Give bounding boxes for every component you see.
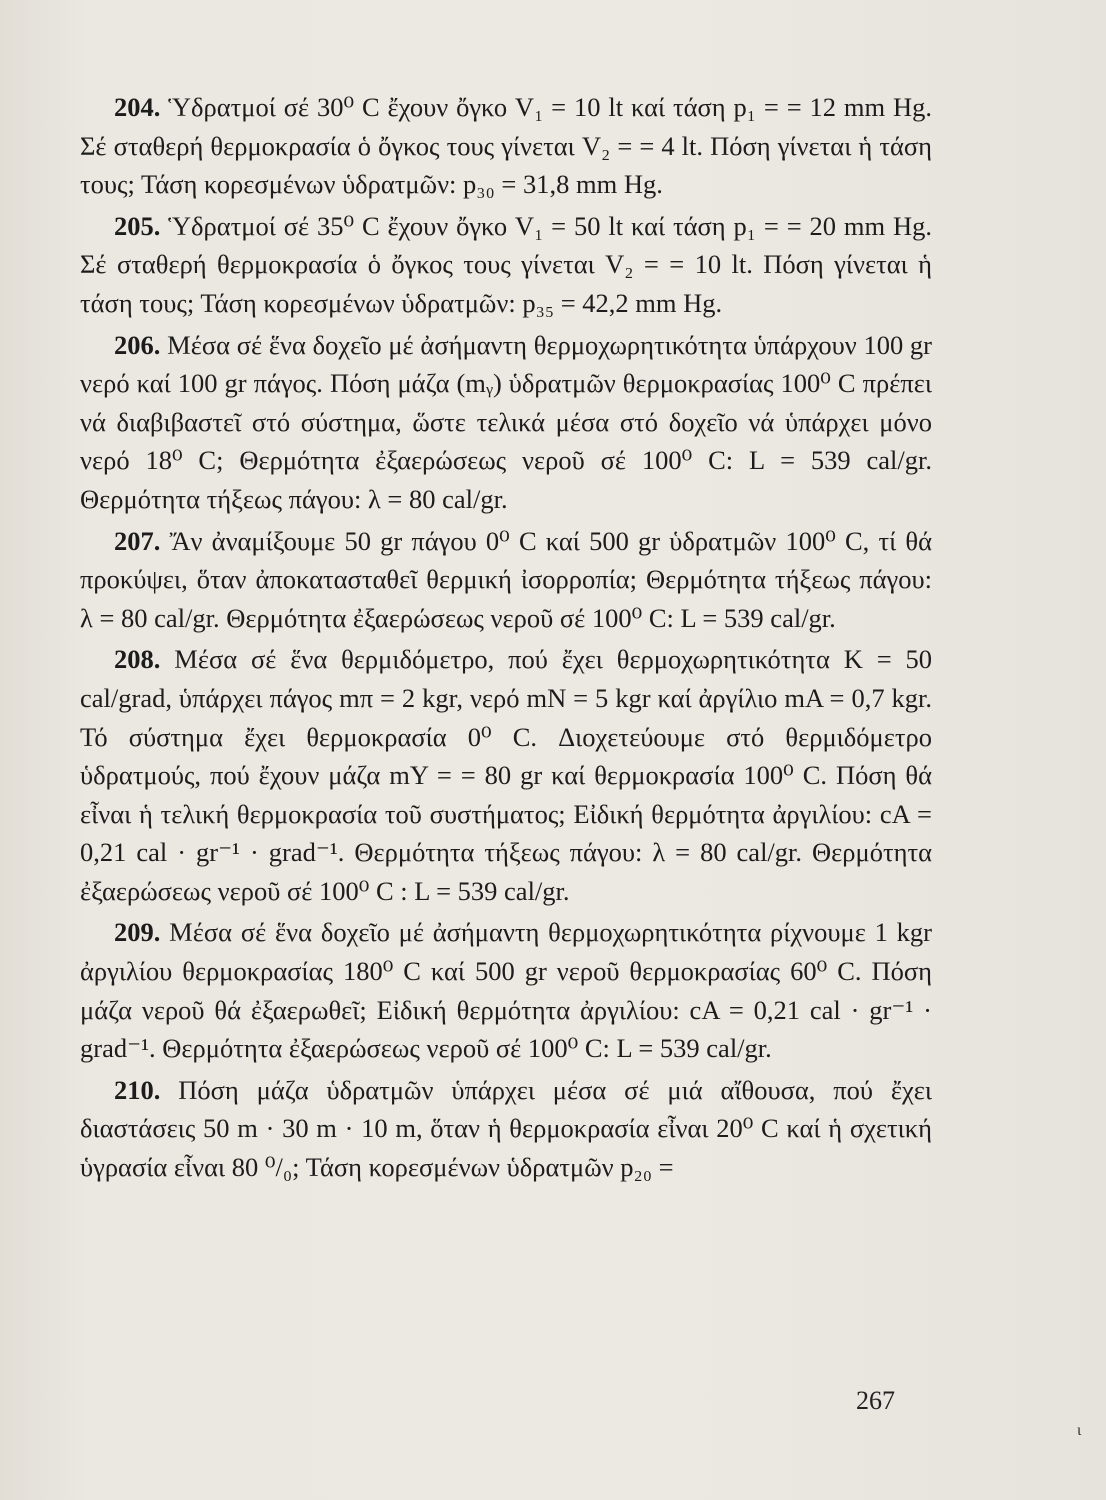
- problem-number: 208.: [114, 644, 161, 675]
- problem-text: Ὑδρατμοί σέ 30⁰ C ἔχουν ὄγκο V₁ = 10 lt καί τάση p₁ = = 12 mm Hg. Σέ σταθερή θερμοκρασία ὁ ὄγκος τους γίνεται V₂ = = 4 lt. Πόση γίνεται ἡ τάση τους; Τάση κορεσμένων ὑδρατμῶν: p₃₀ = 31,8 mm Hg.: [80, 92, 932, 200]
- problem-206: [80, 326, 932, 519]
- problem-207: [80, 522, 932, 638]
- problem-number: 205.: [114, 210, 161, 241]
- problem-number: 209.: [114, 917, 161, 948]
- problem-text: Πόση μάζα ὑδρατμῶν ὑπάρχει μέσα σέ μιά αἴθουσα, πού ἔχει διαστάσεις 50 m · 30 m · 10 m, ὅταν ἡ θερμοκρασία εἶναι 20⁰ C καί ἡ σχετική ὑγρασία εἶναι 80 ⁰/₀; Τάση κορεσμένων ὑδρατμῶν p₂₀ =: [80, 1074, 932, 1183]
- problem-204: [80, 88, 932, 204]
- problem-text: Μέσα σέ ἕνα θερμιδόμετρο, πού ἔχει θερμοχωρητικότητα K = 50 cal/grad, ὑπάρχει πάγος mπ = 2 kgr, νερό mN = 5 kgr καί ἀργίλιο mA = 0,7 kgr. Τό σύστημα ἔχει θερμοκρασία 0⁰ C. Διοχετεύουμε στό θερμιδόμετρο ὑδρατμούς, πού ἔχουν μάζα mY = = 80 gr καί θερμοκρασία 100⁰ C. Πόση θά εἶναι ἡ τελική θερμοκρασία τοῦ συστήματος; Εἰδική θερμότητα ἀργιλίου: cA = 0,21 cal · gr⁻¹ · grad⁻¹. Θερμότητα τήξεως πάγου: λ = 80 cal/gr. Θερμότητα ἐξαερώσεως νεροῦ σέ 100⁰ C : L = 539 cal/gr.: [80, 644, 933, 906]
- problem-number: 204.: [114, 92, 161, 122]
- problem-text: Μέσα σέ ἕνα δοχεῖο μέ ἀσήμαντη θερμοχωρητικότητα ὑπάρχουν 100 gr νερό καί 100 gr πάγος. Πόση μάζα (mᵧ) ὑδρατμῶν θερμοκρασίας 100⁰ C πρέπει νά διαβιβαστεῖ στό σύστημα, ὥστε τελικά μέσα στό δοχεῖο νά ὑπάρχει μόνο νερό 18⁰ C; Θερμότητα ἐξαερώσεως νεροῦ σέ 100⁰ C: L = 539 cal/gr. Θερμότητα τήξεως πάγου: λ = 80 cal/gr.: [80, 329, 933, 514]
- problem-text: Ἄν ἀναμίξουμε 50 gr πάγου 0⁰ C καί 500 gr ὑδρατμῶν 100⁰ C, τί θά προκύψει, ὅταν ἀποκατασταθεῖ θερμική ἰσορροπία; Θερμότητα τήξεως πάγου: λ = 80 cal/gr. Θερμότητα ἐξαερώσεως νεροῦ σέ 100⁰ C: L = 539 cal/gr.: [80, 525, 933, 633]
- problem-text: Μέσα σέ ἕνα δοχεῖο μέ ἀσήμαντη θερμοχωρητικότητα ρίχνουμε 1 kgr ἀργιλίου θερμοκρασίας 180⁰ C καί 500 gr νεροῦ θερμοκρασίας 60⁰ C. Πόση μάζα νεροῦ θά ἐξαερωθεῖ; Εἰδική θερμότητα ἀργιλίου: cA = 0,21 cal · gr⁻¹ · grad⁻¹. Θερμότητα ἐξαερώσεως νεροῦ σέ 100⁰ C: L = 539 cal/gr.: [80, 917, 932, 1064]
- problem-209: [80, 913, 932, 1067]
- problem-208: [80, 640, 932, 910]
- problem-205: [80, 207, 932, 323]
- problem-number: 206.: [114, 329, 161, 360]
- problem-text: Ὑδρατμοί σέ 35⁰ C ἔχουν ὄγκο V₁ = 50 lt καί τάση p₁ = = 20 mm Hg. Σέ σταθερή θερμοκρασία ὁ ὄγκος τους γίνεται V₂ = = 10 lt. Πόση γίνεται ἡ τάση τους; Τάση κορεσμένων ὑδρατμῶν: p₃₅ = 42,2 mm Hg.: [80, 210, 932, 318]
- problems-list: [80, 88, 932, 1190]
- problem-number: 210.: [114, 1074, 161, 1105]
- problem-210: [80, 1071, 932, 1187]
- problem-number: 207.: [114, 525, 161, 556]
- page-number: 267: [856, 1386, 895, 1415]
- edge-mark: ι: [1077, 1422, 1082, 1439]
